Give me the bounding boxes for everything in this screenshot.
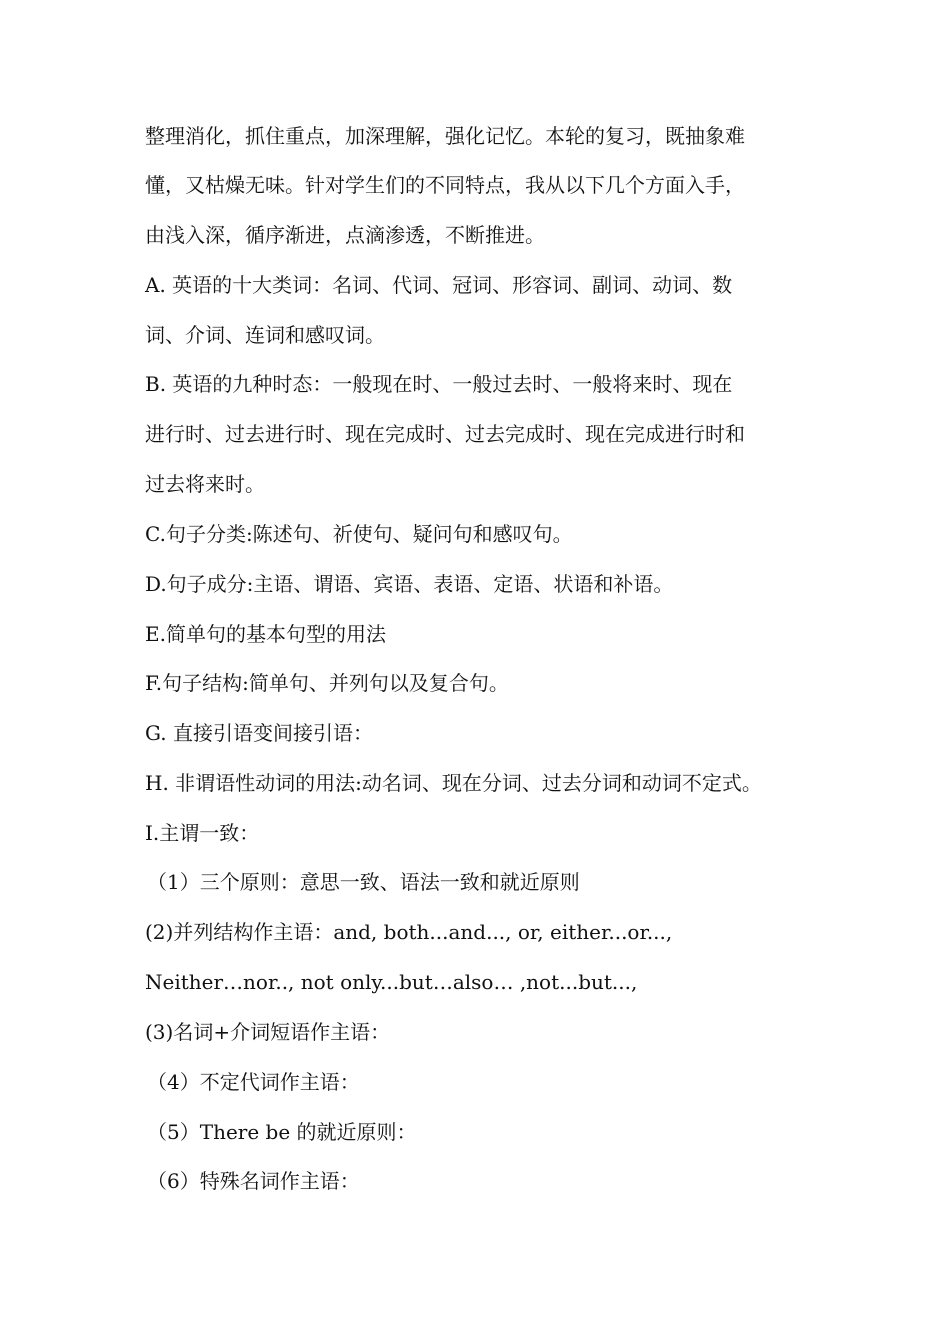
list-item-f: F.句子结构:简单句、并列句以及复合句。 (145, 671, 509, 695)
paragraph-line: 由浅入深，循序渐进，点滴渗透，不断推进。 (145, 223, 545, 247)
paragraph-line: 懂，又枯燥无味。针对学生们的不同特点，我从以下几个方面入手， (145, 173, 745, 197)
list-item-d: D.句子成分:主语、谓语、宾语、表语、定语、状语和补语。 (145, 572, 674, 596)
list-item-b-continued: 进行时、过去进行时、现在完成时、过去完成时、现在完成进行时和 (145, 422, 745, 446)
list-item-b-continued: 过去将来时。 (145, 472, 265, 496)
sub-item-1: （1）三个原则：意思一致、语法一致和就近原则 (147, 870, 580, 894)
list-item-h: H. 非谓语性动词的用法:动名词、现在分词、过去分词和动词不定式。 (145, 771, 762, 795)
sub-item-6: （6）特殊名词作主语： (147, 1169, 360, 1193)
list-item-c: C.句子分类:陈述句、祈使句、疑问句和感叹句。 (145, 522, 573, 546)
list-item-i: I.主谓一致： (145, 821, 260, 845)
sub-item-5: （5）There be 的就近原则： (147, 1120, 417, 1144)
sub-item-2-continued: Neither…nor.., not only...but…also… ,not...but..., (145, 970, 638, 994)
list-item-b: B. 英语的九种时态：一般现在时、一般过去时、一般将来时、现在 (145, 372, 733, 396)
list-item-a-continued: 词、介词、连词和感叹词。 (145, 323, 385, 347)
sub-item-4: （4）不定代词作主语： (147, 1070, 360, 1094)
list-item-g: G. 直接引语变间接引语： (145, 721, 373, 745)
list-item-a: A. 英语的十大类词：名词、代词、冠词、形容词、副词、动词、数 (145, 273, 733, 297)
paragraph-line: 整理消化，抓住重点，加深理解，强化记忆。本轮的复习，既抽象难 (145, 124, 745, 148)
sub-item-2: (2)并列结构作主语：and, both...and..., or, either...or..., (145, 920, 673, 944)
sub-item-3: (3)名词+介词短语作主语： (145, 1020, 391, 1044)
list-item-e: E.简单句的基本句型的用法 (145, 622, 386, 646)
